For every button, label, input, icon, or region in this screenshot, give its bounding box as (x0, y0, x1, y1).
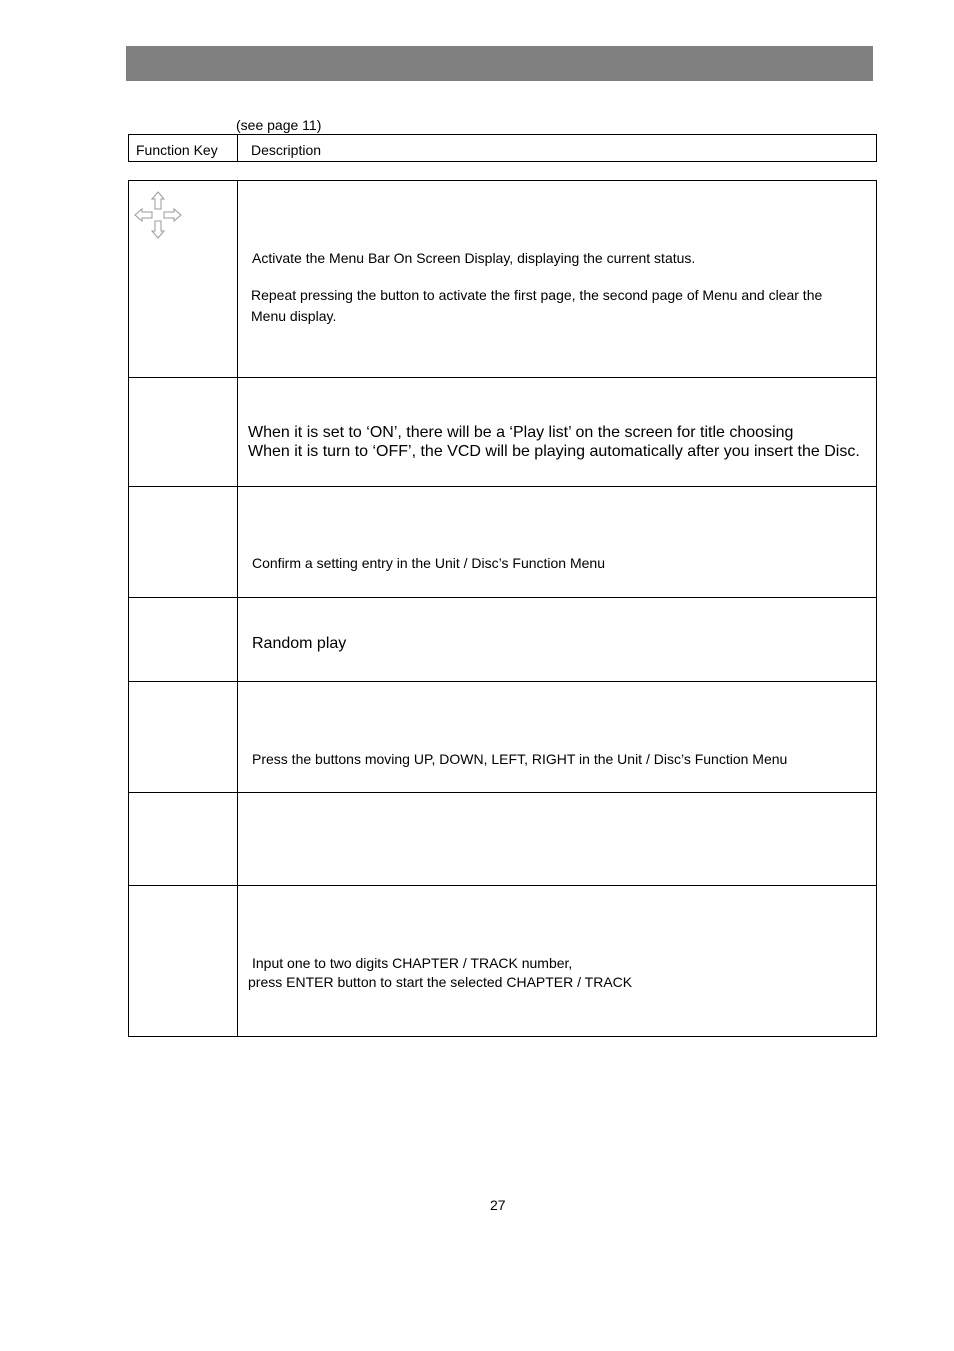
col-function-key: Function Key (136, 142, 218, 158)
row-divider (129, 597, 876, 598)
header-table (128, 134, 877, 162)
see-page-note: (see page 11) (236, 117, 322, 133)
function-table (128, 180, 877, 1037)
row-1-line-2: Repeat pressing the button to activate the first page, the second page of Menu and clear the (251, 287, 823, 303)
column-divider (237, 181, 238, 1036)
row-divider (129, 792, 876, 793)
row-divider (129, 486, 876, 487)
row-3-line-1: Confirm a setting entry in the Unit / Disc’s Function Menu (252, 555, 606, 571)
header-bar (126, 46, 873, 81)
row-7-line-1: Input one to two digits CHAPTER / TRACK number, (252, 955, 573, 971)
col-description: Description (251, 142, 322, 158)
row-1-line-3: Menu display. (251, 308, 337, 324)
row-divider (129, 681, 876, 682)
row-2-line-1: When it is set to ‘ON’, there will be a ‘Play list’ on the screen for title choosing (248, 424, 794, 441)
row-2-line-2: When it is turn to ‘OFF’, the VCD will be playing automatically after you insert the Disc. (248, 443, 860, 460)
row-divider (129, 885, 876, 886)
direction-arrows-icon (134, 190, 182, 240)
row-5-line-1: Press the buttons moving UP, DOWN, LEFT, RIGHT in the Unit / Disc’s Function Menu (252, 751, 788, 767)
row-4-line-1: Random play (252, 635, 347, 652)
row-1-line-1: Activate the Menu Bar On Screen Display, displaying the current status. (252, 250, 696, 266)
row-7-line-2: press ENTER button to start the selected CHAPTER / TRACK (248, 974, 633, 990)
page-number: 27 (490, 1197, 506, 1213)
row-divider (129, 377, 876, 378)
